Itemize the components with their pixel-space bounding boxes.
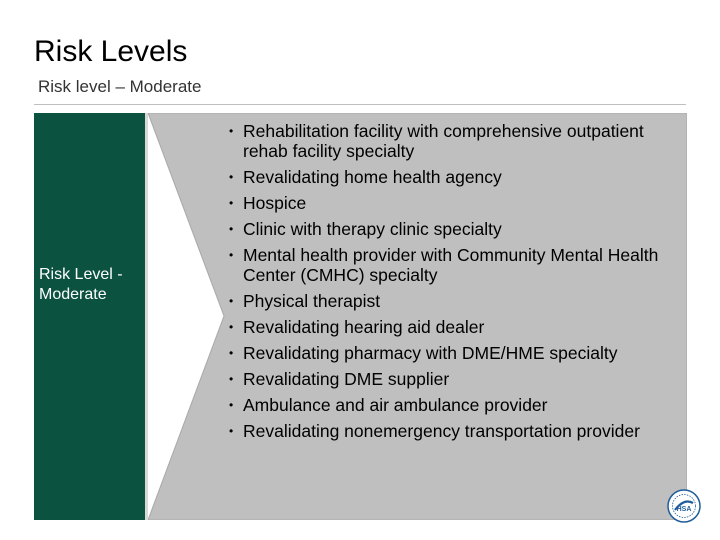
bullet-icon: • bbox=[229, 248, 234, 262]
list-item bbox=[229, 245, 689, 285]
list-item-text: Hospice bbox=[243, 193, 307, 213]
list-item bbox=[229, 395, 689, 415]
list-item bbox=[229, 369, 689, 389]
list-item bbox=[229, 219, 689, 239]
list-item-text: Rehabilitation facility with comprehensive outpatient rehab facility specialty bbox=[243, 121, 644, 161]
bullet-icon: • bbox=[229, 294, 234, 308]
bullet-icon: • bbox=[229, 124, 234, 138]
bullet-icon: • bbox=[229, 320, 234, 334]
bullet-icon: • bbox=[229, 170, 234, 184]
header-divider bbox=[34, 104, 686, 105]
bullet-icon: • bbox=[229, 372, 234, 386]
list-item bbox=[229, 291, 689, 311]
risk-level-label: Risk Level - Moderate bbox=[39, 266, 123, 303]
list-item-text: Revalidating DME supplier bbox=[243, 369, 450, 389]
slide-subtitle: Risk level – Moderate bbox=[38, 77, 202, 96]
list-item bbox=[229, 121, 689, 161]
list-item bbox=[229, 193, 689, 213]
list-item-text: Revalidating nonemergency transportation provider bbox=[243, 421, 640, 441]
logo-text: HSA bbox=[676, 506, 692, 513]
risk-level-panel bbox=[34, 113, 148, 520]
list-item bbox=[229, 317, 689, 337]
risk-item-list bbox=[229, 121, 689, 447]
list-item-text: Revalidating hearing aid dealer bbox=[243, 317, 485, 337]
hhs-seal-icon bbox=[667, 489, 701, 523]
bullet-icon: • bbox=[229, 222, 234, 236]
list-item-text: Physical therapist bbox=[243, 291, 381, 311]
list-item-text: Clinic with therapy clinic specialty bbox=[243, 219, 502, 239]
bullet-icon: • bbox=[229, 398, 234, 412]
bullet-icon: • bbox=[229, 196, 234, 210]
list-item-text: Mental health provider with Community Mental Health Center (CMHC) specialty bbox=[243, 245, 659, 285]
slide-title: Risk Levels bbox=[34, 35, 188, 68]
bullet-icon: • bbox=[229, 424, 234, 438]
list-item bbox=[229, 343, 689, 363]
list-item bbox=[229, 421, 689, 441]
list-item-text: Ambulance and air ambulance provider bbox=[243, 395, 548, 415]
bullet-icon: • bbox=[229, 346, 234, 360]
list-item bbox=[229, 167, 689, 187]
list-item-text: Revalidating home health agency bbox=[243, 167, 502, 187]
list-item-text: Revalidating pharmacy with DME/HME specialty bbox=[243, 343, 618, 363]
